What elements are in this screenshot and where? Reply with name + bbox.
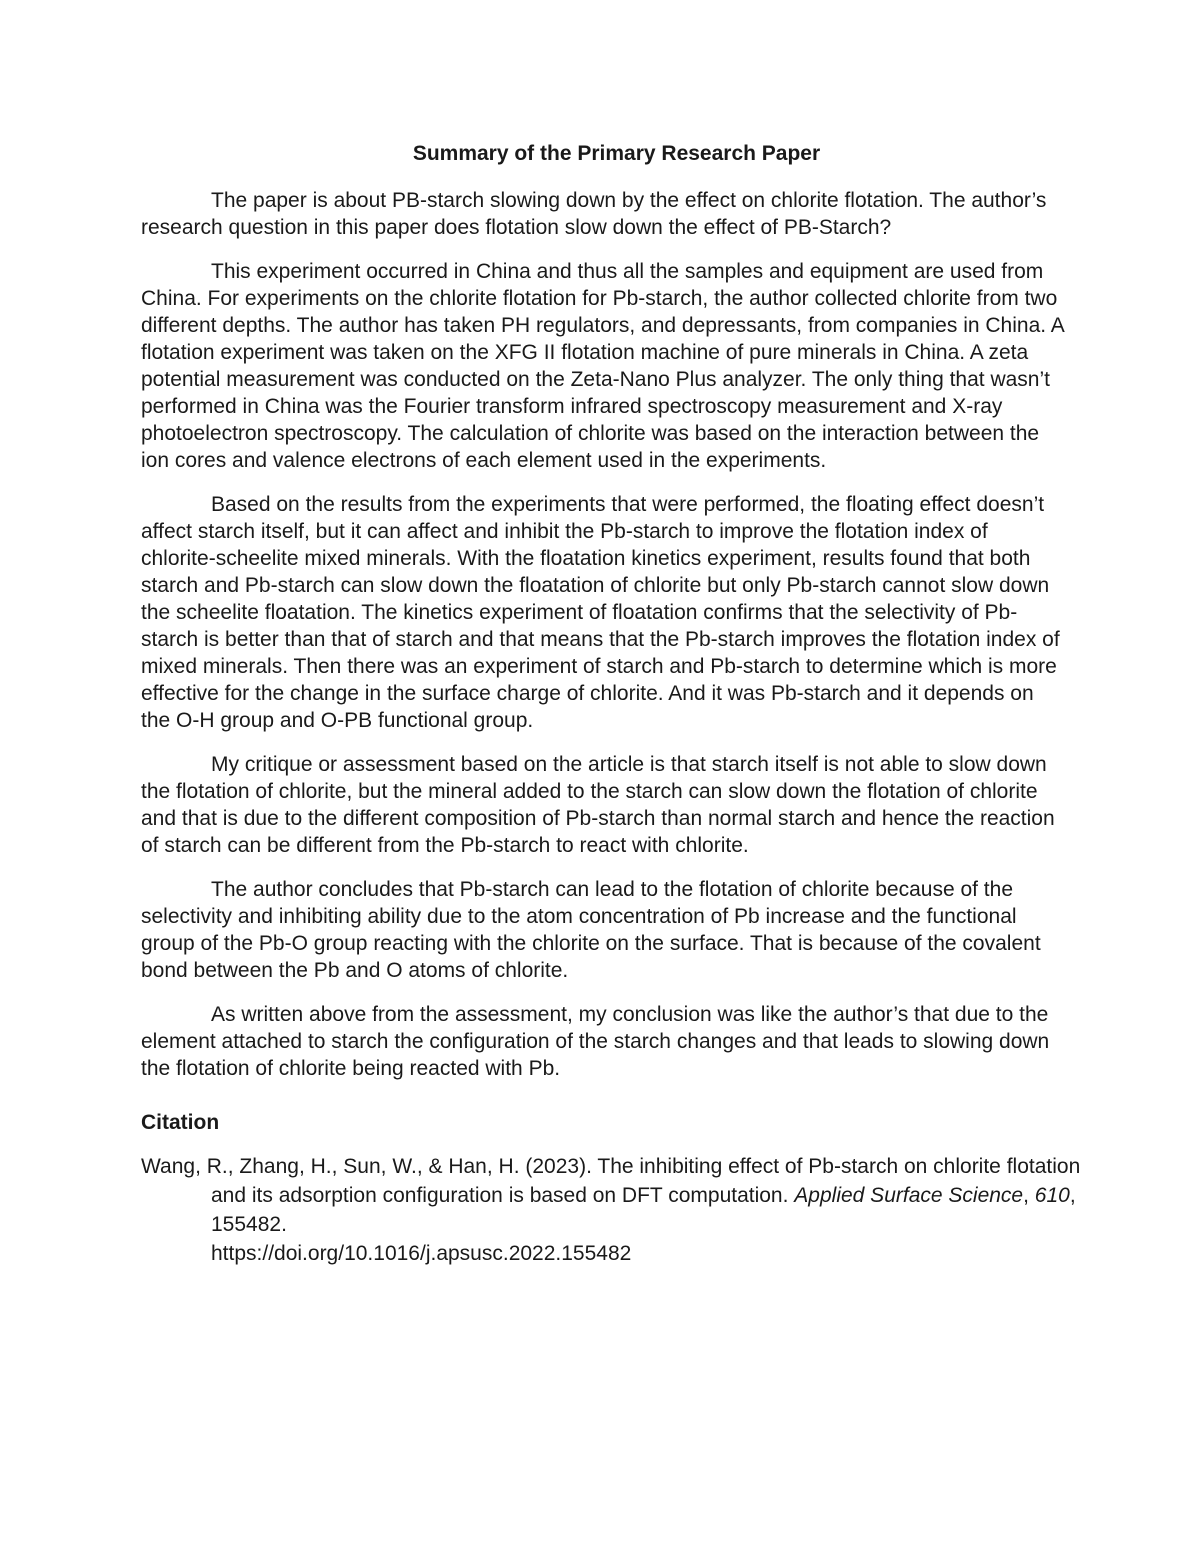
paragraph-results: Based on the results from the experiments that were performed, the floating effect doesn’t affect starch itself, but it can affect and inhibit the Pb-starch to improve the flotation index of chlorite-scheelite mixed minerals. With the floatation kinetics experiment, results found that both starch and Pb-starch can slow down the floatation of chlorite but only Pb-starch cannot slow down the scheelite floatation. The kinetics experiment of floatation confirms that the selectivity of Pb-starch is better than that of starch and that means that the Pb-starch improves the flotation index of mixed minerals. Then there was an experiment of starch and Pb-starch to determine which is more effective for the change in the surface charge of chlorite. And it was Pb-starch and it depends on the O-H group and O-PB functional group. xyxy=(141,493,1060,732)
citation-pages: , 155482. xyxy=(211,1184,1076,1236)
document-page xyxy=(141,140,1081,1268)
citation-heading: Citation xyxy=(141,1111,220,1134)
paragraph-critique: My critique or assessment based on the article is that starch itself is not able to slow down the flotation of chlorite, but the mineral added to the starch can slow down the flotation of chlorite and that is due to the different composition of Pb-starch than normal starch and hence the reaction of starch can be different from the Pb-starch to react with chlorite. xyxy=(141,753,1055,857)
citation-authors-title: Wang, R., Zhang, H., Sun, W., & Han, H. (2023). The inhibiting effect of Pb-starch on chlorite flotation and its adsorption configuration is based on DFT computation. xyxy=(141,1155,1081,1207)
document-title: Summary of the Primary Research Paper xyxy=(412,142,821,165)
paragraph-my-conclusion: As written above from the assessment, my conclusion was like the author’s that due to the element attached to starch the configuration of the starch changes and that leads to slowing down the flotation of chlorite being reacted with Pb. xyxy=(141,1003,1050,1080)
citation-doi-link[interactable]: https://doi.org/10.1016/j.apsusc.2022.155482 xyxy=(211,1242,632,1265)
paragraph-intro: The paper is about PB-starch slowing down by the effect on chlorite flotation. The author’s research question in this paper does flotation slow down the effect of PB-Starch? xyxy=(141,189,1047,239)
paragraph-methods: This experiment occurred in China and thus all the samples and equipment are used from China. For experiments on the chlorite flotation for Pb-starch, the author collected chlorite from two different depths. The author has taken PH regulators, and depressants, from companies in China. A flotation experiment was taken on the XFG II flotation machine of pure minerals in China. A zeta potential measurement was conducted on the Zeta-Nano Plus analyzer. The only thing that wasn’t performed in China was the Fourier transform infrared spectroscopy measurement and X-ray photoelectron spectroscopy. The calculation of chlorite was based on the interaction between the ion cores and valence electrons of each element used in the experiments. xyxy=(141,260,1064,472)
paragraph-author-conclusion: The author concludes that Pb-starch can lead to the flotation of chlorite because of the selectivity and inhibiting ability due to the atom concentration of Pb increase and the functional group of the Pb-O group reacting with the chlorite on the surface. That is because of the covalent bond between the Pb and O atoms of chlorite. xyxy=(141,878,1041,982)
citation-separator: , xyxy=(1023,1184,1035,1207)
citation-journal: Applied Surface Science xyxy=(794,1184,1024,1207)
citation-entry xyxy=(141,1152,1101,1268)
citation-volume: 610 xyxy=(1034,1184,1070,1207)
